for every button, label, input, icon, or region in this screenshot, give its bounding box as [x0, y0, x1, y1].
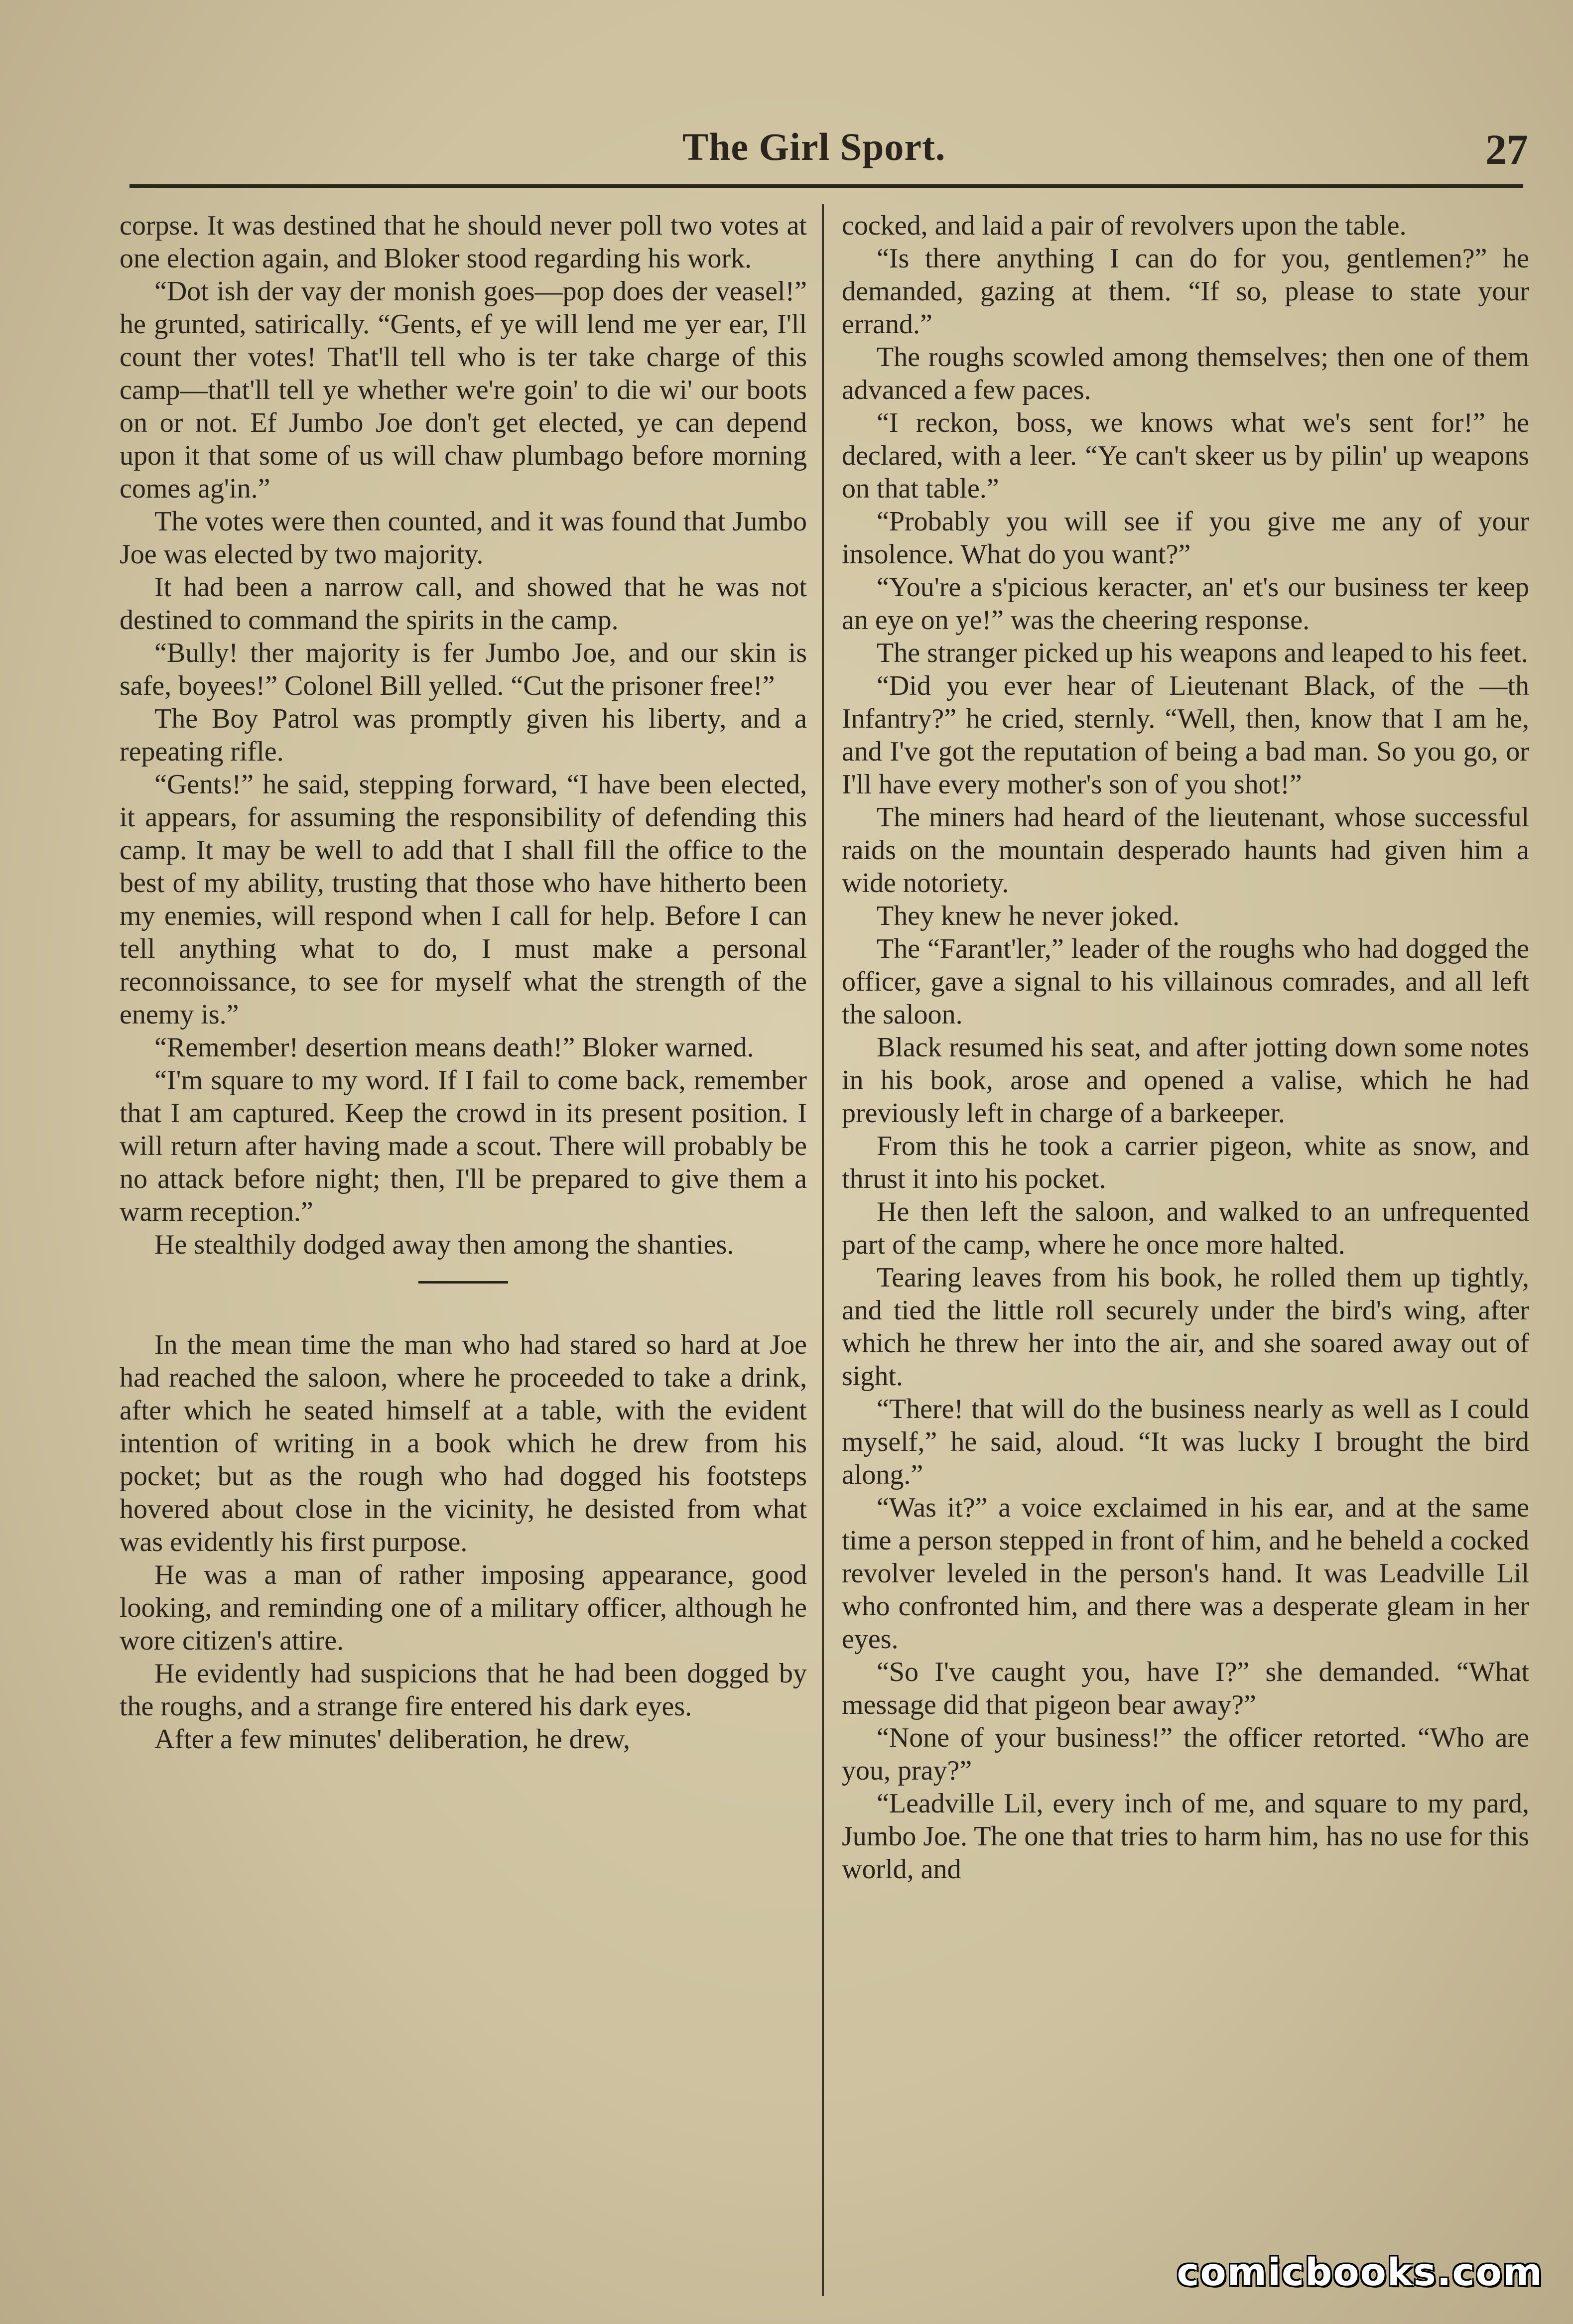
right-column — [842, 209, 1529, 1886]
site-watermark: comicbooks.com — [1177, 2250, 1543, 2294]
running-title: The Girl Sport. — [682, 125, 946, 168]
paragraph: cocked, and laid a pair of revolvers upon the table. — [842, 210, 1407, 241]
left-column — [120, 209, 807, 1756]
paragraph: Black resumed his seat, and after jotting down some notes in his book, arose and opened a valise, which he had previously left in charge of a barkeeper. — [842, 1032, 1529, 1129]
paragraph: “Bully! ther majority is fer Jumbo Joe, and our skin is safe, boyees!” Colonel Bill yelled. “Cut the prisoner free!” — [120, 638, 807, 701]
paragraph: “There! that will do the business nearly as well as I could myself,” he said, aloud. “It was lucky I brought the bird along.” — [842, 1394, 1529, 1490]
paragraph: “Dot ish der vay der monish goes—pop does der veasel!” he grunted, satirically. “Gents, ef ye will lend me yer ear, I'll count ther votes! That'll tell who is ter take charge of this camp—that'll tell ye whether we're goin' to die wi' our boots on or not. Ef Jumbo Joe don't get elected, ye can depend upon it that some of us will chaw plumbago before morning comes ag'in.” — [120, 276, 807, 504]
paragraph: He was a man of rather imposing appearance, good looking, and reminding one of a military officer, although he wore citizen's attire. — [120, 1559, 807, 1656]
paragraph: “I reckon, boss, we knows what we's sent for!” he declared, with a leer. “Ye can't skeer us by pilin' up weapons on that table.” — [842, 407, 1529, 504]
paragraph: He then left the saloon, and walked to an unfrequented part of the camp, where he once more halted. — [842, 1196, 1529, 1260]
paragraph: “Gents!” he said, stepping forward, “I have been elected, it appears, for assuming the responsibility of defending this camp. It may be well to add that I shall fill the office to the best of my ability, trusting that those who have hitherto been my enemies, will respond when I call for help. Before I can tell anything what to do, I must make a personal reconnoissance, to see for myself what the strength of the enemy is.” — [120, 769, 807, 1030]
paragraph: “Probably you will see if you give me any of your insolence. What do you want?” — [842, 506, 1529, 570]
paragraph: The stranger picked up his weapons and leaped to his feet. — [877, 638, 1528, 668]
paragraph: The roughs scowled among themselves; then one of them advanced a few paces. — [842, 342, 1529, 405]
paragraph: After a few minutes' deliberation, he drew, — [154, 1724, 630, 1755]
paragraph: “None of your business!” the officer retorted. “Who are you, pray?” — [842, 1722, 1529, 1786]
paragraph: The “Farant'ler,” leader of the roughs who had dogged the officer, gave a signal to his villainous comrades, and all left the saloon. — [842, 933, 1529, 1030]
paragraph: “Leadville Lil, every inch of me, and square to my pard, Jumbo Joe. The one that tries to harm him, has no use for this world, and — [842, 1788, 1529, 1885]
page-header — [134, 120, 1528, 174]
paragraph: “Remember! desertion means death!” Bloker warned. — [154, 1032, 754, 1063]
paragraph: From this he took a carrier pigeon, white as snow, and thrust it into his pocket. — [842, 1131, 1529, 1194]
paragraph: “Is there anything I can do for you, gentlemen?” he demanded, gazing at them. “If so, please to state your errand.” — [842, 243, 1529, 340]
paragraph: “You're a s'picious keracter, an' et's our business ter keep an eye on ye!” was the cheering response. — [842, 572, 1529, 636]
paragraph: The Boy Patrol was promptly given his liberty, and a repeating rifle. — [120, 703, 807, 767]
paragraph: corpse. It was destined that he should never poll two votes at one election again, and Bloker stood regarding his work. — [120, 210, 807, 274]
paragraph: In the mean time the man who had stared so hard at Joe had reached the saloon, where he proceeded to take a drink, after which he seated himself at a table, with the evident intention of writing in a book which he drew from his pocket; but as the rough who had dogged his footsteps hovered about close in the vicinity, he desisted from what was evidently his first purpose. — [120, 1329, 807, 1557]
paragraph: They knew he never joked. — [877, 901, 1180, 931]
paragraph: It had been a narrow call, and showed that he was not destined to command the spirits in the camp. — [120, 572, 807, 636]
page-number: 27 — [1485, 126, 1528, 173]
paragraph: “Was it?” a voice exclaimed in his ear, and at the same time a person stepped in front of him, and he beheld a cocked revolver leveled in the person's hand. It was Leadville Lil who confronted him, and there was a desperate gleam in her eyes. — [842, 1492, 1529, 1655]
header-rule — [130, 184, 1523, 188]
column-divider — [822, 204, 824, 2296]
paragraph: “Did you ever hear of Lieutenant Black, of the —th Infantry?” he cried, sternly. “Well, then, know that I am he, and I've got the reputation of being a bad man. So you go, or I'll have every mother's son of you shot!” — [842, 670, 1529, 800]
paragraph: The votes were then counted, and it was found that Jumbo Joe was elected by two majority. — [120, 506, 807, 570]
paragraph: Tearing leaves from his book, he rolled them up tightly, and tied the little roll securely under the bird's wing, after which he threw her into the air, and she soared away out of sight. — [842, 1262, 1529, 1392]
paragraph: “So I've caught you, have I?” she demanded. “What message did that pigeon bear away?” — [842, 1657, 1529, 1720]
section-separator — [418, 1281, 508, 1284]
paragraph: The miners had heard of the lieutenant, whose successful raids on the mountain desperado haunts had given him a wide notoriety. — [842, 802, 1529, 899]
paragraph: He evidently had suspicions that he had been dogged by the roughs, and a strange fire entered his dark eyes. — [120, 1658, 807, 1722]
paragraph: He stealthily dodged away then among the shanties. — [154, 1229, 734, 1260]
paragraph: “I'm square to my word. If I fail to come back, remember that I am captured. Keep the crowd in its present position. I will return after having made a scout. There will probably be no attack before night; then, I'll be prepared to give them a warm reception.” — [120, 1065, 807, 1227]
